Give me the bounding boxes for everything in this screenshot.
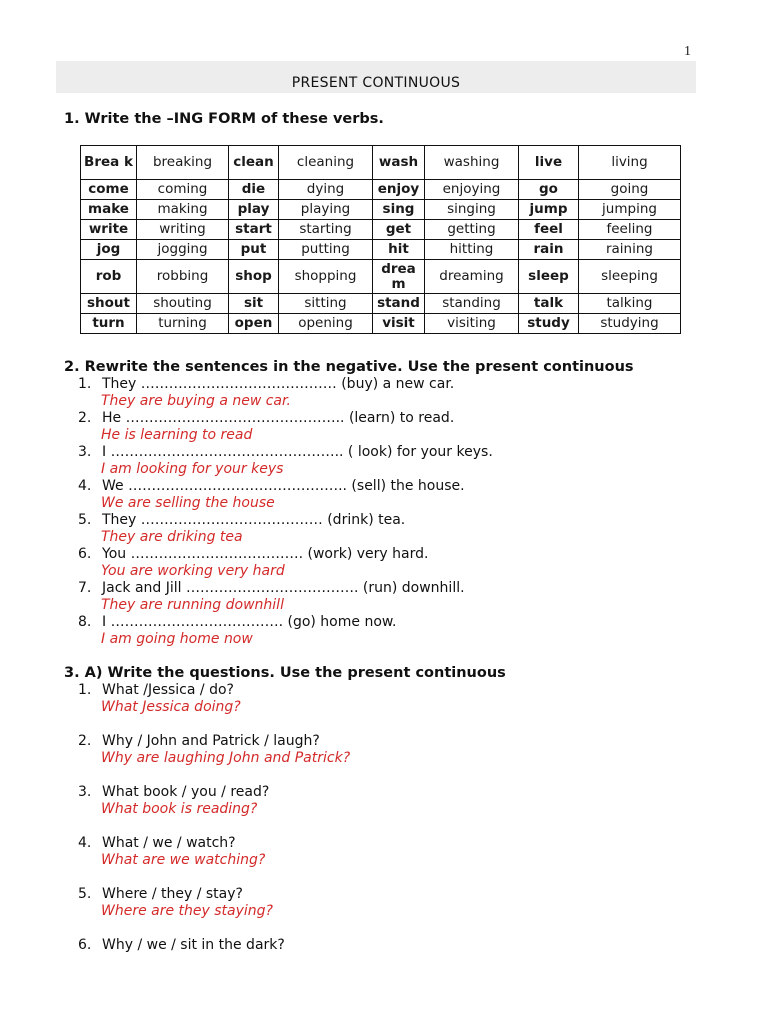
verb-base-cell: sit [229, 294, 279, 314]
item-number: 6. [78, 937, 92, 953]
item-number: 1. [78, 682, 92, 698]
item-number: 2. [78, 410, 92, 426]
item-number: 6. [78, 546, 92, 562]
answer-text: You are working very hard [101, 563, 285, 579]
verb-ing-cell: dreaming [425, 260, 519, 294]
verb-ing-cell: writing [137, 220, 229, 240]
verb-base-cell: talk [519, 294, 579, 314]
verb-base-cell: shop [229, 260, 279, 294]
verb-ing-cell: shouting [137, 294, 229, 314]
verb-base-cell: make [81, 200, 137, 220]
verb-ing-cell: putting [279, 240, 373, 260]
item-number: 8. [78, 614, 92, 630]
verb-ing-cell: washing [425, 146, 519, 180]
verb-base-cell: visit [373, 314, 425, 334]
verb-base-cell: sleep [519, 260, 579, 294]
table-row [81, 200, 681, 220]
verb-base-cell: enjoy [373, 180, 425, 200]
verb-ing-cell: going [579, 180, 681, 200]
table-row [81, 294, 681, 314]
verb-table [80, 145, 681, 334]
verb-ing-cell: breaking [137, 146, 229, 180]
answer-text: What book is reading? [101, 801, 258, 817]
answer-text: What are we watching? [101, 852, 266, 868]
verb-ing-cell: playing [279, 200, 373, 220]
verb-base-cell: jump [519, 200, 579, 220]
page-title: PRESENT CONTINUOUS [291, 75, 461, 91]
verb-base-cell: get [373, 220, 425, 240]
item-number: 4. [78, 478, 92, 494]
item-number: 4. [78, 835, 92, 851]
verb-base-cell: shout [81, 294, 137, 314]
verb-base-cell: turn [81, 314, 137, 334]
verb-base-cell: go [519, 180, 579, 200]
verb-base-cell: study [519, 314, 579, 334]
verb-base-cell: rain [519, 240, 579, 260]
verb-base-cell: live [519, 146, 579, 180]
verb-ing-cell: coming [137, 180, 229, 200]
verb-base-cell: rob [81, 260, 137, 294]
verb-base-cell: write [81, 220, 137, 240]
verb-ing-cell: opening [279, 314, 373, 334]
answer-text: They are driking tea [101, 529, 243, 545]
exercise-prompt: Why / John and Patrick / laugh? [102, 733, 320, 749]
verb-ing-cell: jumping [579, 200, 681, 220]
item-number: 3. [78, 444, 92, 460]
table-row [81, 180, 681, 200]
answer-text: They are running downhill [101, 597, 284, 613]
verb-ing-cell: dying [279, 180, 373, 200]
verb-ing-cell: robbing [137, 260, 229, 294]
verb-ing-cell: talking [579, 294, 681, 314]
exercise-prompt: They …………………………………… (buy) a new car. [102, 376, 455, 392]
exercise-prompt: I ………………………………………….. ( look) for your keys. [102, 444, 493, 460]
exercise-prompt: What / we / watch? [102, 835, 236, 851]
verb-ing-cell: making [137, 200, 229, 220]
answer-text: We are selling the house [101, 495, 275, 511]
verb-base-cell: sing [373, 200, 425, 220]
verb-ing-cell: starting [279, 220, 373, 240]
verb-ing-cell: visiting [425, 314, 519, 334]
title-band [56, 61, 696, 93]
verb-ing-cell: feeling [579, 220, 681, 240]
exercise-prompt: They ………………………………… (drink) tea. [102, 512, 406, 528]
exercise-prompt: Why / we / sit in the dark? [102, 937, 285, 953]
verb-ing-cell: sleeping [579, 260, 681, 294]
verb-ing-cell: singing [425, 200, 519, 220]
section3-heading: 3. A) Write the questions. Use the present continuous [64, 665, 506, 681]
page-number: 1 [684, 44, 691, 59]
verb-base-cell: feel [519, 220, 579, 240]
exercise-prompt: We ……………………………………….. (sell) the house. [102, 478, 465, 494]
verb-base-cell: drea m [373, 260, 425, 294]
exercise-prompt: He ……………………………………….. (learn) to read. [102, 410, 455, 426]
answer-text: I am going home now [101, 631, 253, 647]
section1-heading: 1. Write the –ING FORM of these verbs. [64, 111, 384, 127]
table-row [81, 146, 681, 180]
answer-text: I am looking for your keys [101, 461, 284, 477]
verb-ing-cell: studying [579, 314, 681, 334]
verb-ing-cell: enjoying [425, 180, 519, 200]
verb-ing-cell: shopping [279, 260, 373, 294]
table-row [81, 240, 681, 260]
verb-base-cell: jog [81, 240, 137, 260]
exercise-prompt: Jack and Jill ………………………………. (run) downhill. [102, 580, 465, 596]
item-number: 1. [78, 376, 92, 392]
item-number: 3. [78, 784, 92, 800]
verb-ing-cell: cleaning [279, 146, 373, 180]
exercise-prompt: You ………………………………. (work) very hard. [102, 546, 429, 562]
verb-base-cell: die [229, 180, 279, 200]
verb-ing-cell: turning [137, 314, 229, 334]
exercise-prompt: I ………………………………. (go) home now. [102, 614, 397, 630]
answer-text: Why are laughing John and Patrick? [101, 750, 351, 766]
answer-text: Where are they staying? [101, 903, 273, 919]
verb-base-cell: stand [373, 294, 425, 314]
verb-base-cell: hit [373, 240, 425, 260]
exercise-prompt: Where / they / stay? [102, 886, 243, 902]
table-row [81, 260, 681, 294]
verb-ing-cell: hitting [425, 240, 519, 260]
verb-base-cell: come [81, 180, 137, 200]
item-number: 2. [78, 733, 92, 749]
item-number: 5. [78, 886, 92, 902]
verb-base-cell: start [229, 220, 279, 240]
verb-ing-cell: jogging [137, 240, 229, 260]
answer-text: They are buying a new car. [101, 393, 291, 409]
verb-base-cell: wash [373, 146, 425, 180]
verb-base-cell: clean [229, 146, 279, 180]
table-row [81, 220, 681, 240]
verb-ing-cell: sitting [279, 294, 373, 314]
answer-text: What Jessica doing? [101, 699, 241, 715]
item-number: 5. [78, 512, 92, 528]
verb-base-cell: play [229, 200, 279, 220]
answer-text: He is learning to read [101, 427, 253, 443]
section2-heading: 2. Rewrite the sentences in the negative. Use the present continuous [64, 359, 634, 375]
verb-ing-cell: standing [425, 294, 519, 314]
table-row [81, 314, 681, 334]
item-number: 7. [78, 580, 92, 596]
verb-ing-cell: living [579, 146, 681, 180]
verb-base-cell: open [229, 314, 279, 334]
exercise-prompt: What book / you / read? [102, 784, 270, 800]
verb-base-cell: put [229, 240, 279, 260]
exercise-prompt: What /Jessica / do? [102, 682, 234, 698]
verb-ing-cell: raining [579, 240, 681, 260]
verb-ing-cell: getting [425, 220, 519, 240]
verb-base-cell: Brea k [81, 146, 137, 180]
